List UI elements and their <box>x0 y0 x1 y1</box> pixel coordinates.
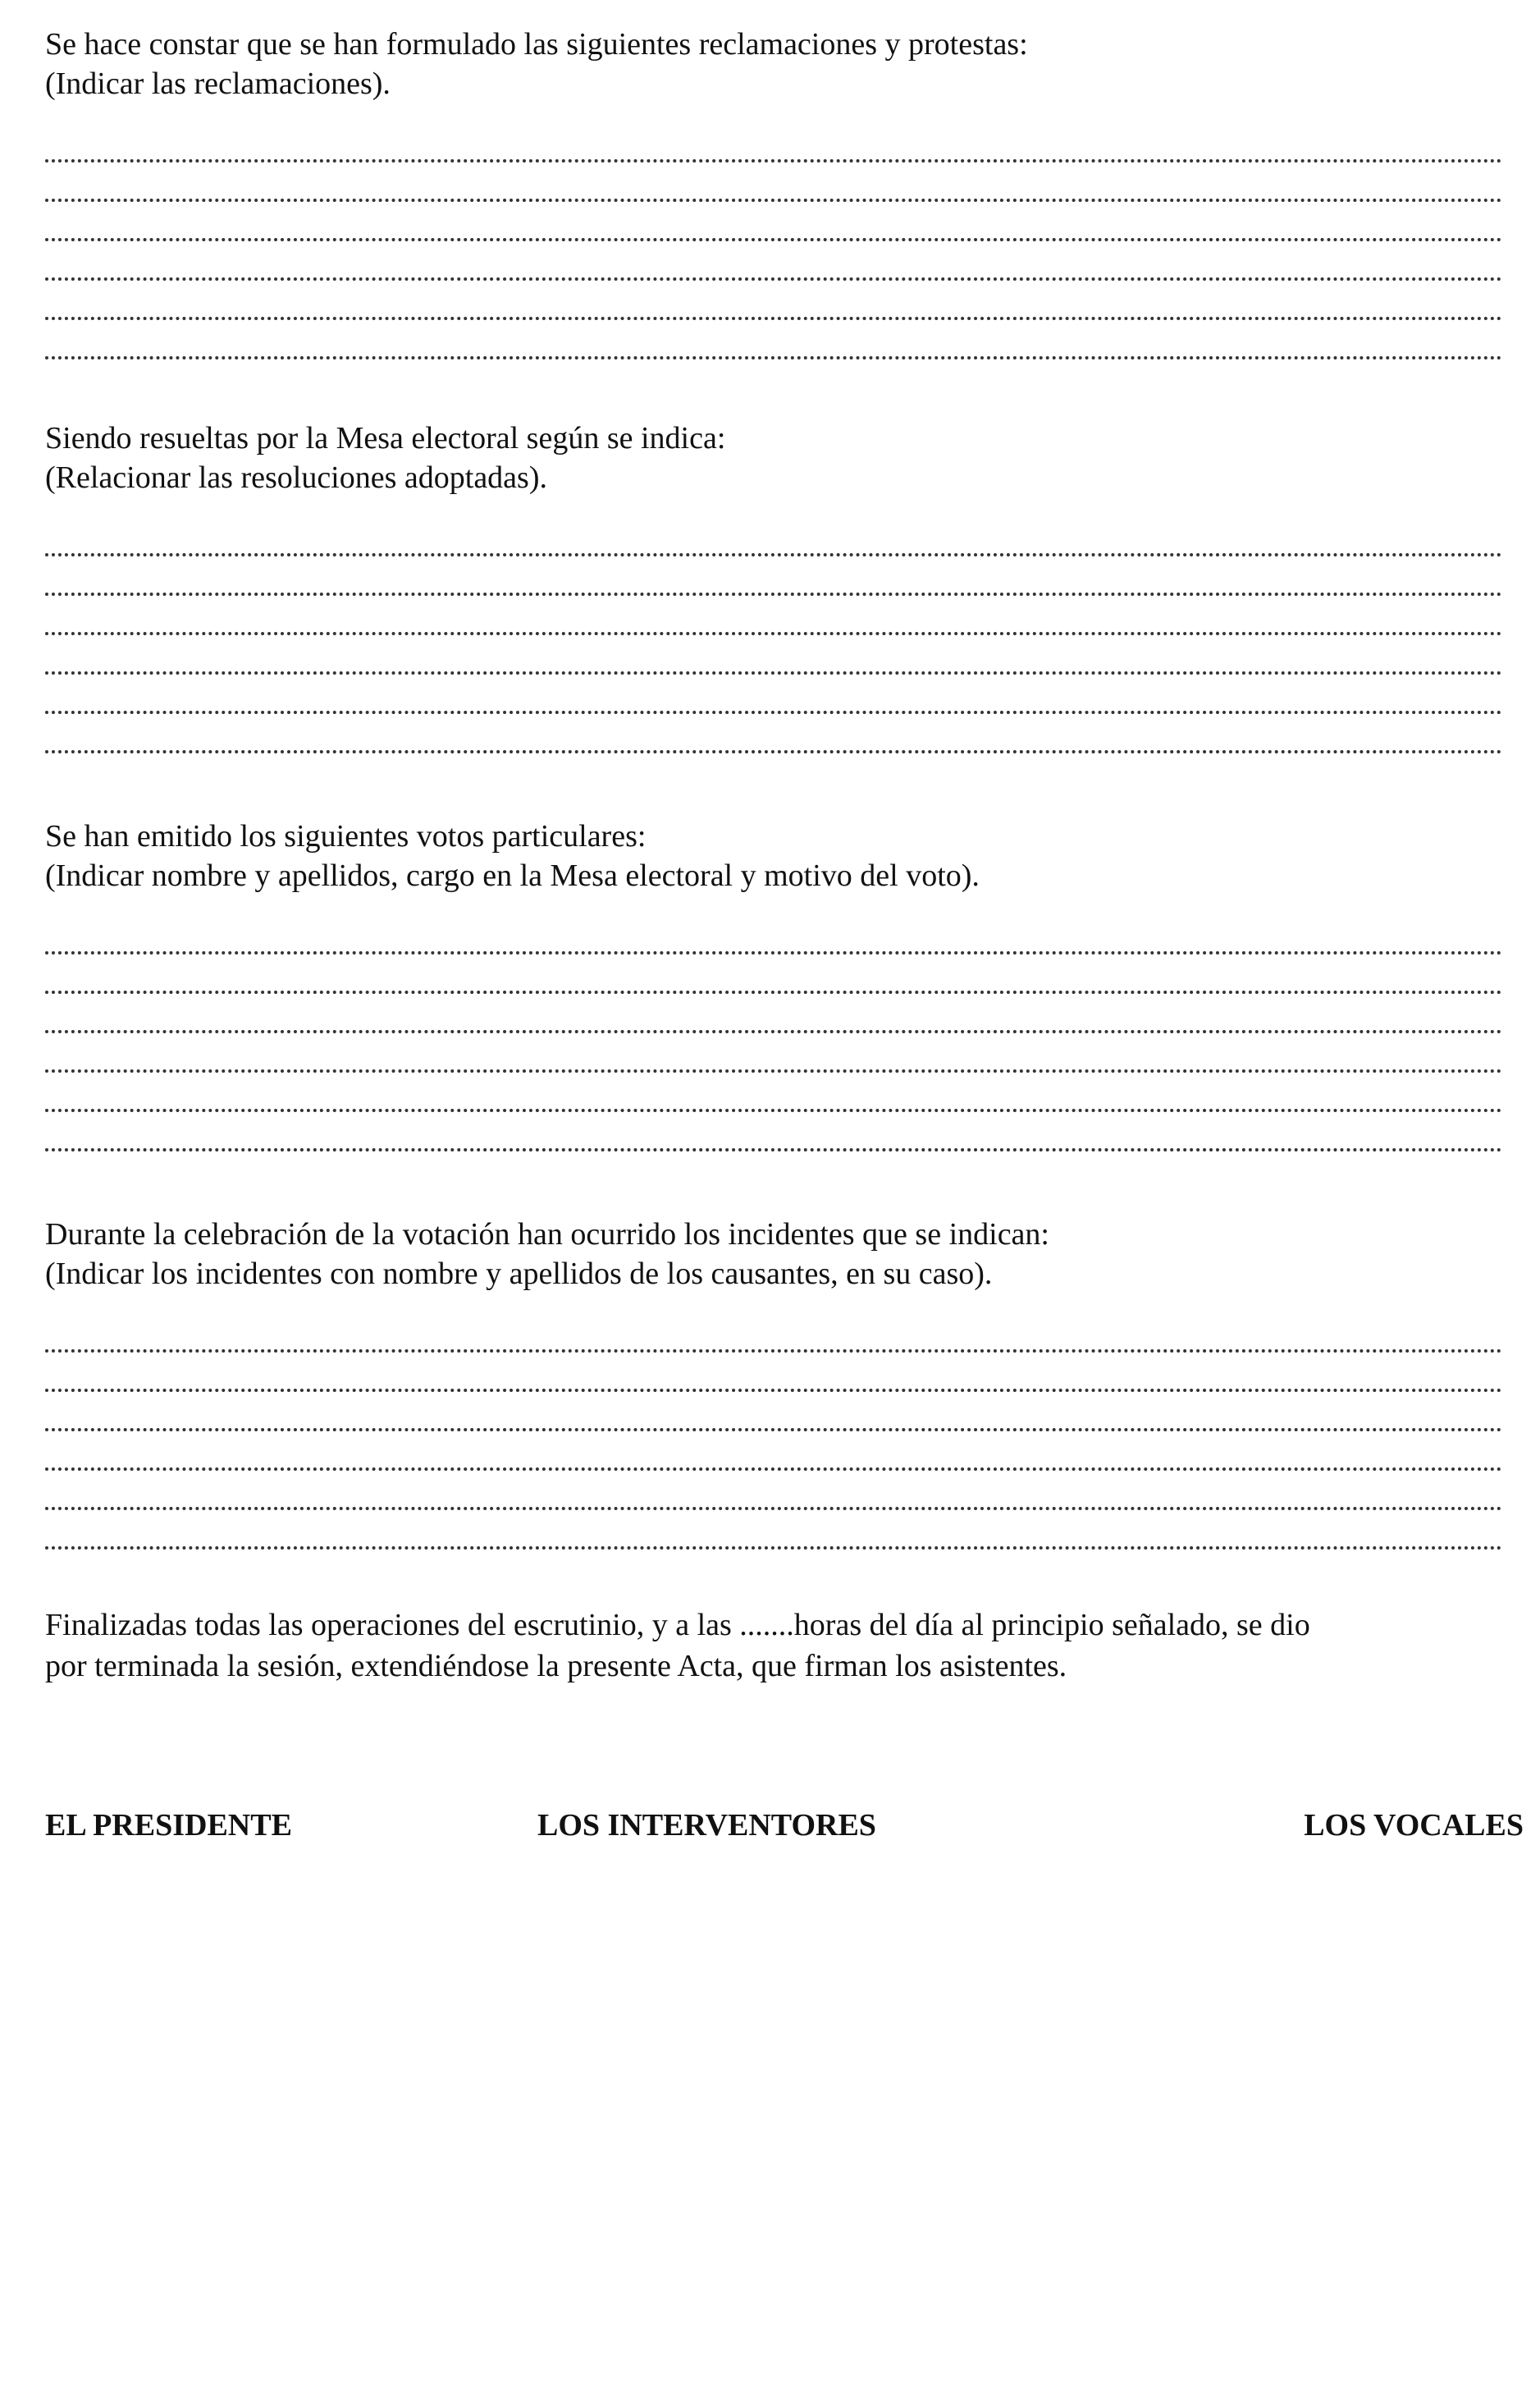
signature-president-label: EL PRESIDENTE <box>45 1808 292 1843</box>
fill-line[interactable] <box>45 1471 1502 1510</box>
fill-lines <box>45 1313 1504 1550</box>
section-instruction: (Indicar los incidentes con nombre y apellidos de los causantes, en su caso). <box>45 1257 993 1291</box>
section-votos-particulares <box>45 817 1506 895</box>
closing-line: por terminada la sesión, extendiéndose la presente Acta, que firman los asistentes. <box>45 1649 1067 1683</box>
fill-line[interactable] <box>45 281 1502 320</box>
section-heading: Se han emitido los siguientes votos particulares: <box>45 819 647 854</box>
section-instruction: (Relacionar las resoluciones adoptadas). <box>45 460 547 495</box>
fill-lines <box>45 123 1504 359</box>
fill-line[interactable] <box>45 1392 1502 1431</box>
fill-line[interactable] <box>45 320 1502 359</box>
fill-line[interactable] <box>45 1431 1502 1471</box>
section-heading: Se hace constar que se han formulado las siguientes reclamaciones y protestas: <box>45 27 1028 62</box>
fill-line[interactable] <box>45 163 1502 202</box>
fill-line[interactable] <box>45 202 1502 241</box>
fill-line[interactable] <box>45 1510 1502 1550</box>
fill-line[interactable] <box>45 517 1502 556</box>
section-heading: Durante la celebración de la votación han ocurrido los incidentes que se indican: <box>45 1217 1049 1252</box>
fill-line[interactable] <box>45 1033 1502 1073</box>
fill-line[interactable] <box>45 556 1502 596</box>
fill-line[interactable] <box>45 915 1502 955</box>
fill-line[interactable] <box>45 1112 1502 1151</box>
section-resoluciones <box>45 419 1506 497</box>
fill-line[interactable] <box>45 955 1502 994</box>
fill-line[interactable] <box>45 1353 1502 1392</box>
fill-lines <box>45 517 1504 753</box>
section-instruction: (Indicar nombre y apellidos, cargo en la Mesa electoral y motivo del voto). <box>45 858 980 893</box>
fill-line[interactable] <box>45 1073 1502 1112</box>
fill-line[interactable] <box>45 635 1502 675</box>
fill-line[interactable] <box>45 241 1502 281</box>
section-incidentes <box>45 1215 1506 1293</box>
fill-line[interactable] <box>45 675 1502 714</box>
fill-lines <box>45 915 1504 1151</box>
section-reclamaciones <box>45 25 1506 103</box>
fill-line[interactable] <box>45 714 1502 753</box>
signature-interventores-label: LOS INTERVENTORES <box>537 1808 876 1843</box>
fill-line[interactable] <box>45 123 1502 163</box>
fill-line[interactable] <box>45 596 1502 635</box>
closing-paragraph <box>45 1605 1506 1687</box>
section-instruction: (Indicar las reclamaciones). <box>45 66 391 101</box>
signature-vocales-label: LOS VOCALES <box>1304 1808 1524 1843</box>
fill-line[interactable] <box>45 994 1502 1033</box>
closing-line: Finalizadas todas las operaciones del escrutinio, y a las .......horas del día al principio señalado, se dio <box>45 1608 1310 1642</box>
section-heading: Siendo resueltas por la Mesa electoral según se indica: <box>45 421 726 456</box>
fill-line[interactable] <box>45 1313 1502 1353</box>
